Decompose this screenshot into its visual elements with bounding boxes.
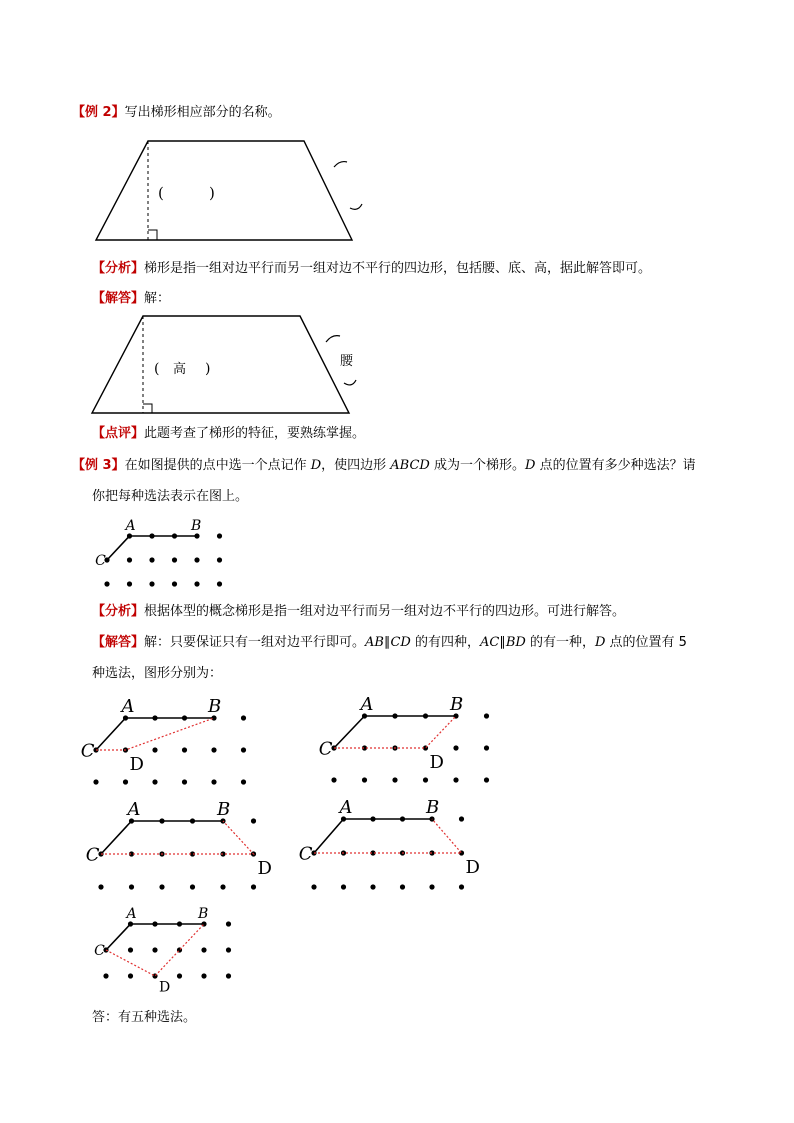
- grid-dot: [127, 557, 132, 562]
- point-label-a: A: [339, 797, 353, 818]
- point-label-c: C: [298, 843, 313, 865]
- point-label-b: B: [191, 518, 202, 534]
- point-label-d: D: [159, 979, 171, 996]
- point-label-c: C: [85, 844, 100, 866]
- point-label-b: B: [198, 906, 209, 922]
- grid-dot: [217, 581, 222, 586]
- grid-dot: [172, 581, 177, 586]
- leg-label: 腰: [340, 354, 354, 369]
- point-label-a: A: [127, 799, 141, 820]
- grid-dot: [241, 779, 246, 784]
- solution-grid-2: [319, 694, 489, 783]
- grid-dot: [226, 973, 231, 978]
- ex3-q-text-2: 你把每种选法表示在图上。: [92, 489, 249, 504]
- ex3-answer-line-1: [92, 633, 687, 653]
- solid-segment-cab: [107, 536, 197, 560]
- grid-dot: [103, 973, 108, 978]
- ex3-ans-bd: BD: [505, 635, 526, 650]
- point-label-b: B: [208, 696, 222, 717]
- grid-dot: [362, 777, 367, 782]
- paren-close-2: ): [205, 361, 211, 377]
- grid-dot: [123, 779, 128, 784]
- solution-grid-4: [299, 797, 480, 890]
- grid-dot: [392, 777, 397, 782]
- point-label-d: D: [257, 857, 272, 879]
- grid-dot: [429, 884, 434, 889]
- solid-segment-cab: [101, 821, 223, 854]
- solid-segment-cab: [106, 924, 204, 950]
- ex3-q-text-c: 成为一个梯形。: [429, 458, 525, 473]
- grid-dot: [311, 884, 316, 889]
- solid-segment-cab: [96, 718, 214, 750]
- grid-dot: [453, 777, 458, 782]
- ex3-q-d: D: [310, 458, 322, 473]
- point-label-d: D: [465, 856, 480, 878]
- grid-dot: [241, 715, 246, 720]
- point-label-c: C: [318, 738, 333, 760]
- ex3-q-text-a: 在如图提供的点中选一个点记作: [124, 458, 311, 473]
- point-label-a: A: [360, 694, 374, 715]
- ex3-final-line: [92, 1008, 196, 1028]
- grid-dot: [201, 973, 206, 978]
- grid-dot: [459, 816, 464, 821]
- grid-dot: [226, 921, 231, 926]
- solution-grid-1: [81, 696, 246, 785]
- ex3-ans-text-c: 的有一种，: [525, 635, 595, 650]
- ex3-ans-text-a: 解：只要保证只有一组对边平行即可。: [144, 635, 366, 650]
- ex3-ans-ac: AC: [480, 635, 500, 650]
- point-label-b: B: [217, 799, 231, 820]
- height-label: 高: [173, 362, 187, 377]
- ex3-ans-text-e: 点的位置有 5: [605, 635, 687, 650]
- ex3-ans-cd: CD: [390, 635, 411, 650]
- grid-dot: [98, 884, 103, 889]
- grid-dot: [241, 747, 246, 752]
- ex3-ans-parallel-2: ∥: [499, 635, 506, 650]
- grid-dot: [152, 947, 157, 952]
- grid-dot: [370, 884, 375, 889]
- ex3-q-d2: D: [525, 458, 536, 473]
- grid-dot: [484, 745, 489, 750]
- question-grid: [95, 518, 222, 587]
- grid-dot: [182, 747, 187, 752]
- ex2-question: 写出梯形相应部分的名称。: [124, 105, 281, 120]
- paren-open-2: (: [154, 361, 160, 377]
- ex3-ans-ab: AB: [365, 635, 384, 650]
- ex3-q-abcd: ABCD: [390, 458, 430, 473]
- grid-dot: [201, 947, 206, 952]
- ex3-answer-tag: 【解答】: [92, 635, 145, 650]
- grid-dot: [211, 747, 216, 752]
- point-label-b: B: [426, 797, 440, 818]
- grid-dot: [220, 884, 225, 889]
- dashed-segment-cdb: [96, 718, 214, 750]
- point-label-d: D: [129, 753, 144, 775]
- grid-dot: [211, 779, 216, 784]
- grid-dot: [453, 745, 458, 750]
- grid-dot: [127, 581, 132, 586]
- grid-dot: [152, 747, 157, 752]
- ex3-tag: 【例 3】: [72, 458, 125, 473]
- grid-dot: [400, 884, 405, 889]
- grid-dot: [152, 779, 157, 784]
- point-label-a: A: [125, 518, 136, 534]
- grid-dot: [128, 973, 133, 978]
- grid-dot: [177, 973, 182, 978]
- grid-dot: [423, 777, 428, 782]
- ex3-q-text-e: 点的位置有多少种选法？请: [535, 458, 696, 473]
- ex3-ans-text-2: 种选法，图形分别为：: [92, 666, 223, 681]
- dashed-segment-cdb: [314, 819, 462, 853]
- dashed-segment-cdb: [334, 716, 456, 748]
- grid-dot: [251, 884, 256, 889]
- grid-dot: [484, 777, 489, 782]
- ex3-ans-d: D: [594, 635, 606, 650]
- grid-dot: [194, 557, 199, 562]
- grid-dot: [93, 779, 98, 784]
- grid-dot: [459, 884, 464, 889]
- grid-dot: [190, 884, 195, 889]
- grid-dot: [251, 818, 256, 823]
- ex3-ans-parallel-1: ∥: [383, 635, 391, 650]
- solid-segment-cab: [314, 819, 432, 853]
- point-label-c: C: [95, 552, 106, 569]
- paren-open-1: (: [158, 184, 164, 202]
- ex2-answer-tag: 【解答】: [92, 291, 145, 306]
- grid-dot: [172, 557, 177, 562]
- grid-dot: [217, 557, 222, 562]
- grid-dot: [152, 973, 157, 978]
- point-label-c: C: [80, 740, 95, 762]
- ex2-comment: 此题考查了梯形的特征，要熟练掌握。: [144, 426, 366, 441]
- ex3-analysis: 根据体型的概念梯形是指一组对边平行而另一组对边不平行的四边形。可进行解答。: [144, 604, 626, 619]
- grid-dot: [128, 947, 133, 952]
- point-label-b: B: [450, 694, 464, 715]
- grid-dot: [182, 779, 187, 784]
- grid-dot: [104, 581, 109, 586]
- ex2-tag: 【例 2】: [72, 105, 125, 120]
- point-label-a: A: [126, 906, 137, 922]
- ex2-analysis-tag: 【分析】: [92, 261, 145, 276]
- point-label-a: A: [121, 696, 135, 717]
- ex3-final: 答：有五种选法。: [92, 1010, 197, 1025]
- grid-dot: [341, 884, 346, 889]
- grid-dot: [129, 884, 134, 889]
- point-label-c: C: [94, 942, 105, 959]
- dashed-segment-cdb: [101, 821, 254, 854]
- ex2-answer: 解：: [144, 291, 171, 306]
- paren-close-1: ): [209, 184, 215, 202]
- grid-dot: [331, 777, 336, 782]
- grid-dot: [484, 713, 489, 718]
- grid-dot: [159, 884, 164, 889]
- ex3-q-text-b: ，使四边形: [321, 458, 391, 473]
- solution-grid-5: [94, 906, 231, 995]
- ex2-comment-tag: 【点评】: [92, 426, 145, 441]
- ex2-analysis: 梯形是指一组对边平行而另一组对边不平行的四边形，包括腰、底、高，据此解答即可。: [144, 261, 652, 276]
- ex3-ans-text-b: 的有四种，: [410, 635, 480, 650]
- grid-dot: [149, 557, 154, 562]
- solid-segment-cab: [334, 716, 456, 748]
- point-label-d: D: [429, 751, 444, 773]
- solution-grid-3: [86, 799, 272, 890]
- grid-dot: [226, 947, 231, 952]
- grid-dot: [149, 581, 154, 586]
- ex3-answer-line-2: [92, 664, 222, 684]
- grid-dot: [217, 533, 222, 538]
- ex3-analysis-tag: 【分析】: [92, 604, 145, 619]
- ex3-analysis-line: [92, 602, 625, 622]
- grid-dot: [194, 581, 199, 586]
